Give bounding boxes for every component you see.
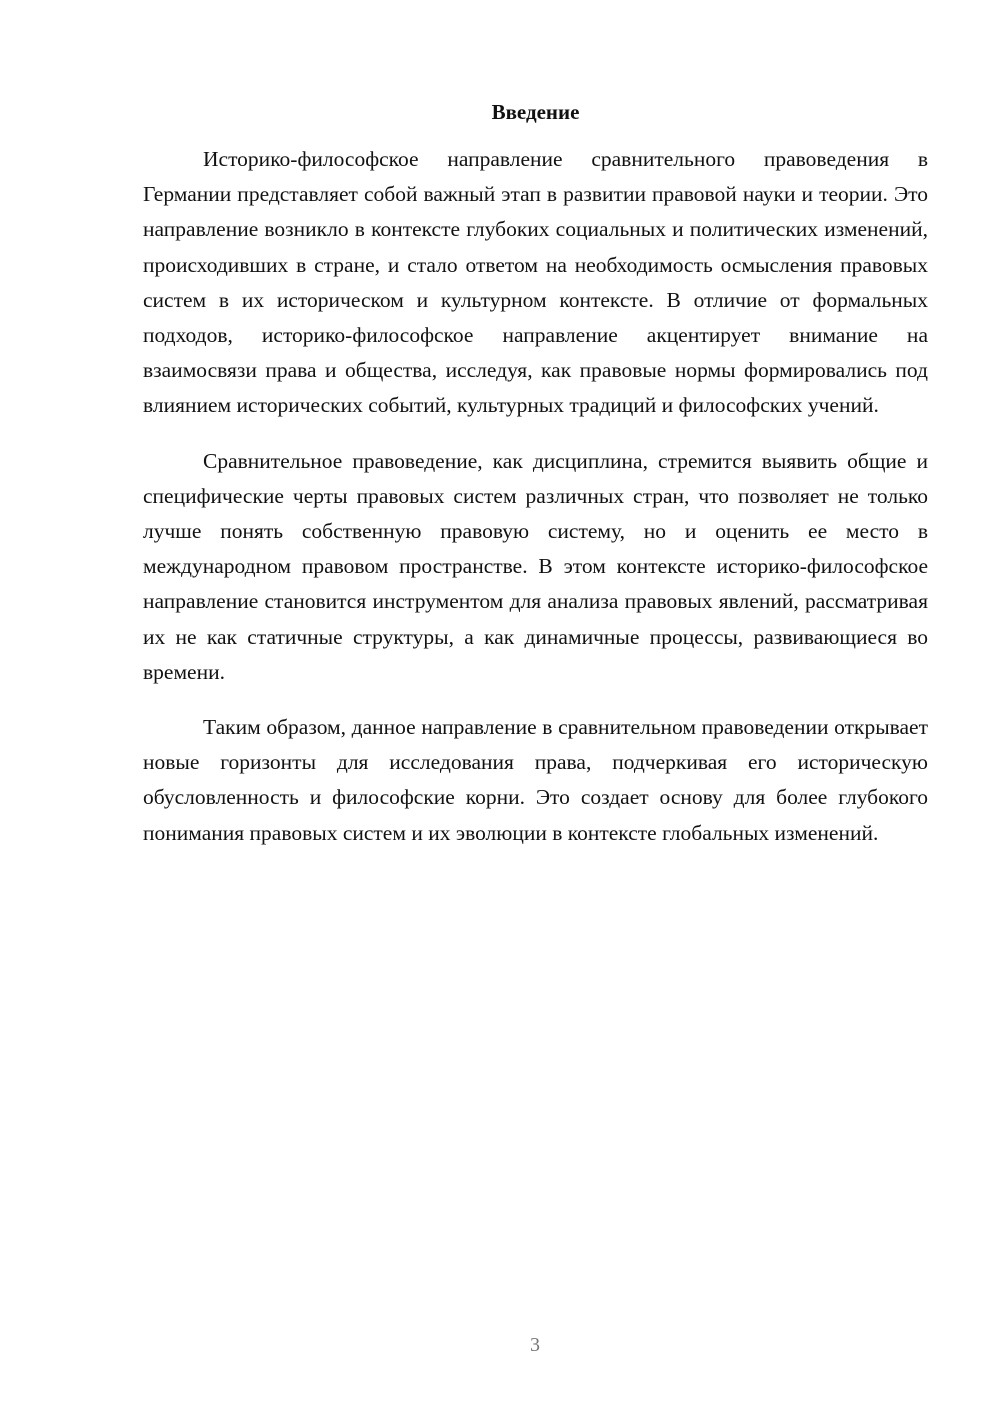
paragraph-2: Сравнительное правоведение, как дисциплина, стремится выявить общие и специфические черты правовых систем различных стран, что позволяет не только лучше понять собственную правовую систему, но и оценить ее место в международном правовом пространстве. В этом контексте историко-философское направление становится инструментом для анализа правовых явлений, рассматривая их не как статичные структуры, а как динамичные процессы, развивающиеся во времени.	[143, 448, 928, 684]
paragraph-1: Историко-философское направление сравнительного правоведения в Германии представляет собой важный этап в развитии правовой науки и теории. Это направление возникло в контексте глубоких социальных и политических изменений, происходивших в стране, и стало ответом на необходимость осмысления правовых систем в их историческом и культурном контексте. В отличие от формальных подходов, историко-философское направление акцентирует внимание на взаимосвязи права и общества, исследуя, как правовые нормы формировались под влиянием исторических событий, культурных традиций и философских учений.	[143, 147, 928, 418]
page-title: Введение	[491, 100, 580, 124]
document-body	[143, 142, 928, 871]
paragraph-3: Таким образом, данное направление в сравнительном правоведении открывает новые горизонты для исследования права, подчеркивая его историческую обусловленность и философские корни. Это создает основу для более глубокого понимания правовых систем и их эволюции в контексте глобальных изменений.	[143, 715, 928, 845]
page-number: 3	[530, 1334, 540, 1356]
